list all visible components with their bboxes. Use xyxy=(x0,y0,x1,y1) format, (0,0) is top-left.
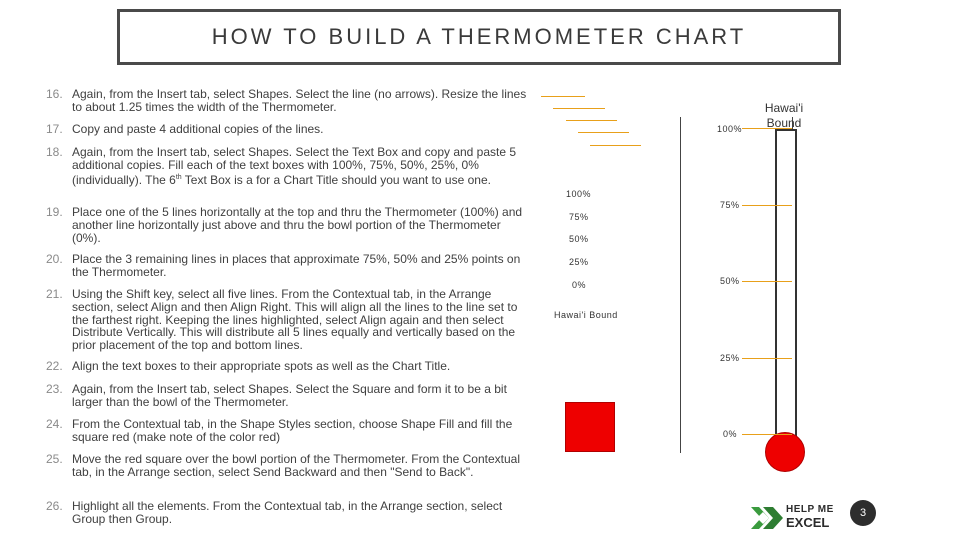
step-23: 23. Again, from the Insert tab, select Shapes. Select the Square and form it to be a bit larger than the bowl of the Thermometer. xyxy=(46,382,507,409)
thermometer-tube xyxy=(775,129,797,447)
step-16: 16. Again, from the Insert tab, select Shapes. Select the line (no arrows). Resize the lines to about 1.25 times the width of the Thermometer. xyxy=(46,87,527,114)
sample-line xyxy=(553,108,605,109)
thermo-line-75 xyxy=(742,205,792,206)
sample-label-50: 50% xyxy=(569,234,589,244)
sample-label-100: 100% xyxy=(566,189,592,199)
step-17: 17. Copy and paste 4 additional copies of the lines. xyxy=(46,122,324,136)
thermo-label-0: 0% xyxy=(723,429,738,439)
slide-title: HOW TO BUILD A THERMOMETER CHART xyxy=(211,24,747,49)
step-20: 20. Place the 3 remaining lines in places that approximate 75%, 50% and 25% points on the Thermometer. xyxy=(46,252,521,279)
red-square xyxy=(565,402,615,452)
thermometer-title: Hawai'i Bound xyxy=(764,101,804,130)
step-24: 24. From the Contextual tab, in the Shape Styles section, choose Shape Fill and fill the square red (make note of the color red) xyxy=(46,417,513,444)
page-number-badge xyxy=(850,500,876,526)
sample-line xyxy=(590,145,641,146)
thermometer-bulb xyxy=(765,432,805,472)
thermo-label-100: 100% xyxy=(717,124,743,134)
page-number: 3 xyxy=(859,507,867,519)
step-18: 18. Again, from the Insert tab, select Shapes. Select the Text Box and copy and paste 5 additional copies. Fill each of the text boxes with 100%, 75%, 50%, 25%, 0% (individually). The 6th Text Box is a for a Chart Title should you want to use one. xyxy=(46,145,517,187)
sample-line xyxy=(541,96,585,97)
step-25: 25. Move the red square over the bowl portion of the Thermometer. From the Contextual tab, in the Arrange section, select Send Backward and then "Send to Back". xyxy=(46,452,521,479)
thermo-line-25 xyxy=(742,358,792,359)
step-26: 26. Highlight all the elements. From the Contextual tab, in the Arrange section, select Group then Group. xyxy=(46,499,503,526)
thermo-label-50: 50% xyxy=(720,276,740,286)
thermo-line-50 xyxy=(742,281,792,282)
step-19: 19. Place one of the 5 lines horizontally at the top and thru the Thermometer (100%) and another line horizontally just above and thru the bowl portion of the Thermometer (0%). xyxy=(46,205,523,245)
sample-label-25: 25% xyxy=(569,257,589,267)
logo-line1: HELP ME xyxy=(786,504,834,515)
sample-label-0: 0% xyxy=(572,280,587,290)
sample-label-75: 75% xyxy=(569,212,589,222)
slide-title-box xyxy=(117,9,841,65)
logo-line2: EXCEL xyxy=(786,515,830,530)
excel-x-icon xyxy=(751,507,783,529)
sample-line xyxy=(566,120,617,121)
step-22: 22. Align the text boxes to their appropriate spots as well as the Chart Title. xyxy=(46,359,451,373)
sample-chart-title: Hawai'i Bound xyxy=(554,310,618,320)
sample-line xyxy=(578,132,629,133)
thermo-line-0 xyxy=(742,434,792,435)
thermo-label-75: 75% xyxy=(720,200,740,210)
step-21: 21. Using the Shift key, select all five lines. From the Contextual tab, in the Arrange section, select Align and then Align Right. This will align all the lines to the line set to the farthest right. Keeping the lines highlighted, select Align again and then select Distribute Vertically. This will distribute all 5 lines equally and vertically based on the prior placement of the top and bottom lines. xyxy=(46,287,518,353)
thermo-label-25: 25% xyxy=(720,353,740,363)
